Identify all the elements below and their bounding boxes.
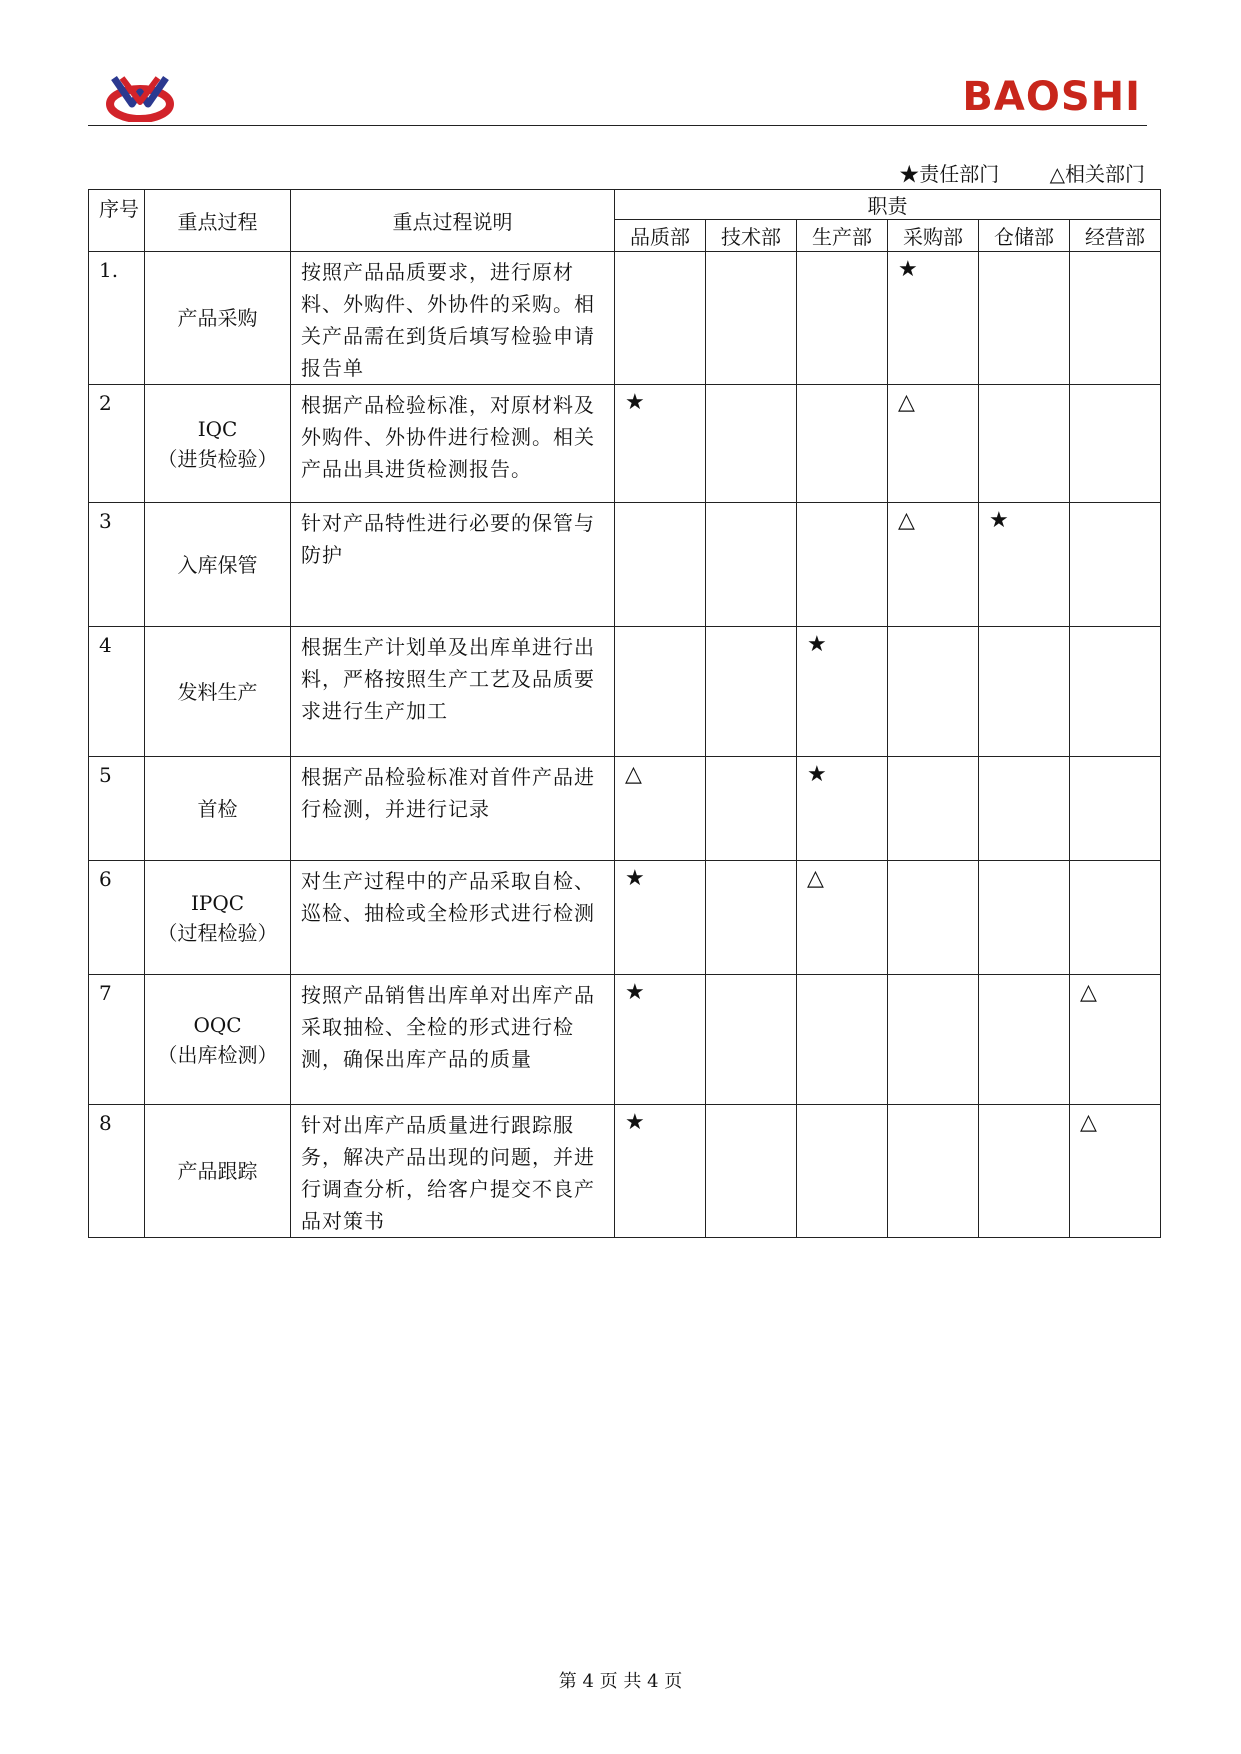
header-dept: 品质部 [615, 220, 706, 252]
header-description: 重点过程说明 [291, 190, 615, 252]
legend-related: △相关部门 [1049, 162, 1145, 186]
duty-mark [979, 975, 1070, 1105]
header-seq: 序号 [89, 190, 145, 252]
process-description: 根据产品检验标准对首件产品进行检测，并进行记录 [291, 757, 615, 861]
process-description: 对生产过程中的产品采取自检、巡检、抽检或全检形式进行检测 [291, 861, 615, 975]
duty-mark [615, 627, 706, 757]
brand-name: BAOSHI [962, 74, 1141, 120]
process-subtitle: （出库检测） [157, 1042, 278, 1067]
process-name: OQC [193, 1012, 242, 1037]
process-cell [145, 252, 291, 385]
duty-mark: ★ [888, 252, 979, 385]
process-name: 产品采购 [177, 306, 258, 330]
duty-mark [706, 1105, 797, 1238]
legend-responsible: ★责任部门 [899, 162, 1000, 186]
duty-mark [615, 503, 706, 627]
duty-mark [979, 1105, 1070, 1238]
duty-mark: ★ [615, 975, 706, 1105]
header-dept: 采购部 [888, 220, 979, 252]
duty-mark [797, 252, 888, 385]
duty-mark [797, 503, 888, 627]
duty-mark [1070, 627, 1161, 757]
process-cell [145, 1105, 291, 1238]
process-cell [145, 975, 291, 1105]
duty-mark [706, 627, 797, 757]
table-row [89, 385, 1161, 503]
process-description: 针对出库产品质量进行跟踪服务，解决产品出现的问题，并进行调查分析，给客户提交不良产品对策书 [291, 1105, 615, 1238]
duty-mark: △ [1070, 1105, 1161, 1238]
duty-mark [979, 861, 1070, 975]
duty-table [88, 189, 1161, 1238]
process-cell [145, 757, 291, 861]
row-number: 1. [89, 252, 145, 385]
duty-mark [1070, 757, 1161, 861]
duty-mark [1070, 861, 1161, 975]
duty-mark: ★ [615, 861, 706, 975]
duty-mark: ★ [797, 757, 888, 861]
duty-mark: ★ [615, 385, 706, 503]
table-row [89, 252, 1161, 385]
header-process: 重点过程 [145, 190, 291, 252]
process-cell [145, 503, 291, 627]
duty-mark [888, 757, 979, 861]
process-name: 首检 [197, 796, 238, 821]
duty-mark: ★ [979, 503, 1070, 627]
duty-mark [888, 861, 979, 975]
duty-mark [706, 252, 797, 385]
page-header [88, 70, 1147, 126]
process-cell [145, 627, 291, 757]
table-row [89, 1105, 1161, 1238]
header-dept: 生产部 [797, 220, 888, 252]
row-number: 4 [89, 627, 145, 757]
duty-mark [979, 627, 1070, 757]
duty-mark: △ [888, 385, 979, 503]
process-description: 按照产品销售出库单对出库产品采取抽检、全检的形式进行检测，确保出库产品的质量 [291, 975, 615, 1105]
header-dept: 技术部 [706, 220, 797, 252]
table-row [89, 861, 1161, 975]
company-logo-icon [102, 74, 178, 122]
process-name: 产品跟踪 [177, 1159, 258, 1183]
duty-mark: △ [1070, 975, 1161, 1105]
duty-mark [979, 757, 1070, 861]
duty-mark [797, 385, 888, 503]
duty-mark: ★ [615, 1105, 706, 1238]
table-row [89, 757, 1161, 861]
row-number: 7 [89, 975, 145, 1105]
row-number: 2 [89, 385, 145, 503]
table-row [89, 503, 1161, 627]
process-name: IPQC [190, 890, 245, 915]
duty-mark [706, 975, 797, 1105]
legend [855, 158, 1145, 187]
table-row [89, 975, 1161, 1105]
duty-mark [797, 1105, 888, 1238]
duty-mark: △ [888, 503, 979, 627]
page-number: 第 4 页 共 4 页 [558, 1671, 683, 1692]
header-duties: 职责 [615, 190, 1161, 220]
duty-mark [888, 627, 979, 757]
duty-mark [979, 385, 1070, 503]
process-description: 根据产品检验标准，对原材料及外购件、外协件进行检测。相关产品出具进货检测报告。 [291, 385, 615, 503]
duty-mark [706, 861, 797, 975]
process-name: IQC [197, 416, 238, 441]
row-number: 5 [89, 757, 145, 861]
row-number: 8 [89, 1105, 145, 1238]
duty-mark [1070, 385, 1161, 503]
process-subtitle: （进货检验） [157, 446, 278, 471]
duty-mark: △ [797, 861, 888, 975]
duty-mark [1070, 252, 1161, 385]
process-subtitle: （过程检验） [157, 920, 278, 945]
process-description: 针对产品特性进行必要的保管与防护 [291, 503, 615, 627]
header-dept: 经营部 [1070, 220, 1161, 252]
row-number: 6 [89, 861, 145, 975]
duty-mark: △ [615, 757, 706, 861]
process-description: 根据生产计划单及出库单进行出料，严格按照生产工艺及品质要求进行生产加工 [291, 627, 615, 757]
process-cell [145, 861, 291, 975]
duty-mark [797, 975, 888, 1105]
duty-mark [615, 252, 706, 385]
process-name: 入库保管 [177, 552, 258, 577]
duty-mark [706, 385, 797, 503]
header-dept: 仓储部 [979, 220, 1070, 252]
duty-mark [888, 1105, 979, 1238]
duty-mark [979, 252, 1070, 385]
row-number: 3 [89, 503, 145, 627]
duty-mark: ★ [797, 627, 888, 757]
table-row [89, 627, 1161, 757]
process-name: 发料生产 [177, 679, 258, 704]
process-cell [145, 385, 291, 503]
process-description: 按照产品品质要求，进行原材料、外购件、外协件的采购。相关产品需在到货后填写检验申请报告单 [291, 252, 615, 385]
duty-mark [706, 503, 797, 627]
duty-mark [1070, 503, 1161, 627]
duty-mark [888, 975, 979, 1105]
duty-mark [706, 757, 797, 861]
